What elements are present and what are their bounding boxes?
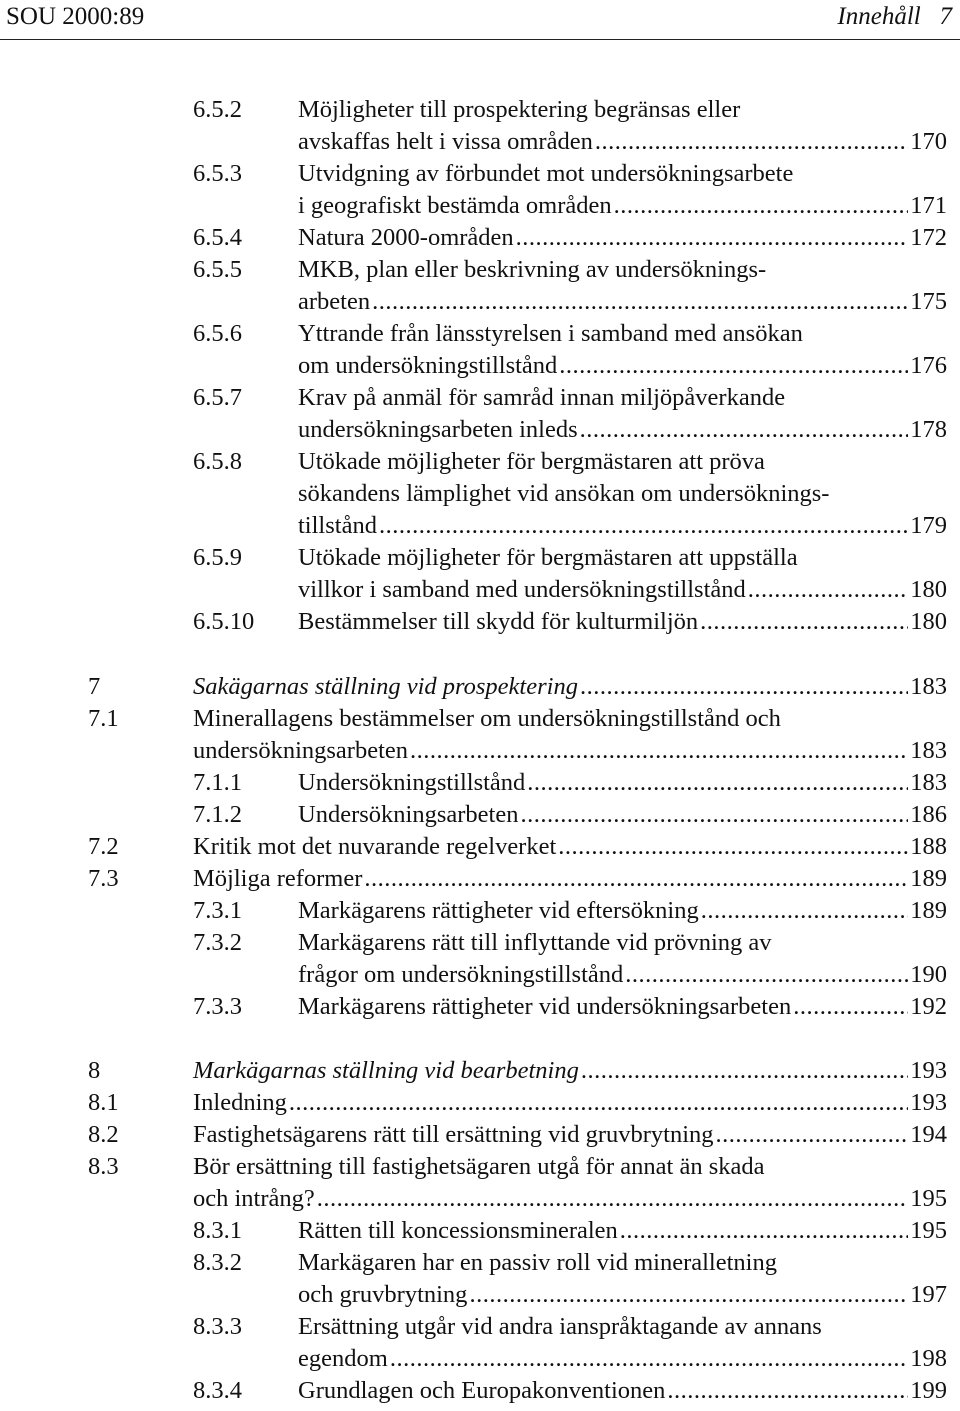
page-number: 195: [910, 1185, 947, 1212]
toc-line: [0, 1119, 947, 1151]
page-number: 188: [910, 833, 947, 860]
entry-title: Utökade möjligheter för bergmästaren att uppställa: [298, 544, 798, 571]
page-number: 193: [910, 1057, 947, 1084]
dot-leader: [620, 1215, 908, 1247]
entry-title: tillstånd: [298, 512, 377, 539]
page-number: 190: [910, 961, 947, 988]
dot-leader: [614, 190, 909, 222]
entry-title: Natura 2000-områden: [298, 224, 514, 251]
toc-line: [0, 1151, 947, 1183]
dot-leader: [558, 831, 908, 863]
section-number: 8: [88, 1057, 101, 1084]
entry-title: Inledning: [193, 1089, 287, 1116]
page-number: 197: [910, 1281, 947, 1308]
entry-title: Bestämmelser till skydd för kulturmiljön: [298, 608, 699, 635]
dot-leader: [527, 767, 908, 799]
toc-line: [0, 831, 947, 863]
entry-title: avskaffas helt i vissa områden: [298, 128, 593, 155]
dot-leader: [701, 895, 909, 927]
section-number: 6.5.10: [193, 608, 255, 635]
entry-title: MKB, plan eller beskrivning av undersöknings-: [298, 256, 767, 283]
toc-line: [0, 1215, 947, 1247]
dot-leader: [748, 574, 908, 606]
entry-title: Kritik mot det nuvarande regelverket: [193, 833, 557, 860]
entry-title: sökandens lämplighet vid ansökan om undersöknings-: [298, 480, 830, 507]
toc-line: [0, 318, 947, 350]
entry-title: Sakägarnas ställning vid prospektering: [193, 673, 578, 700]
dot-leader: [716, 1119, 909, 1151]
toc-line: [0, 510, 947, 542]
toc-line: [0, 735, 947, 767]
section-number: 7.3.3: [193, 993, 242, 1020]
entry-title: egendom: [298, 1345, 388, 1372]
page-number: 180: [910, 576, 947, 603]
dot-leader: [469, 1279, 908, 1311]
toc-line: [0, 190, 947, 222]
document-id: SOU 2000:89: [6, 3, 145, 30]
page-number: 171: [910, 192, 947, 219]
dot-leader: [379, 510, 908, 542]
toc-line: [0, 414, 947, 446]
toc-line: [0, 927, 947, 959]
entry-title: och gruvbrytning: [298, 1281, 468, 1308]
dot-leader: [410, 735, 908, 767]
dot-leader: [520, 799, 908, 831]
toc-line: [0, 1343, 947, 1375]
section-number: 7.1: [88, 705, 119, 732]
dot-leader: [793, 991, 908, 1023]
page-number: 178: [910, 416, 947, 443]
page-number: 172: [910, 224, 947, 251]
toc-line: [0, 767, 947, 799]
section-number: 7.2: [88, 833, 119, 860]
section-number: 6.5.9: [193, 544, 242, 571]
running-header: [0, 0, 960, 40]
entry-title: Utvidgning av förbundet mot undersökningsarbete: [298, 160, 794, 187]
page-number: 195: [910, 1217, 947, 1244]
entry-title: arbeten: [298, 288, 371, 315]
section-page-label: Innehåll 7: [837, 3, 952, 30]
section-number: 6.5.5: [193, 256, 242, 283]
toc-line: [0, 703, 947, 735]
entry-title: Bör ersättning till fastighetsägaren utgå för annat än skada: [193, 1153, 765, 1180]
section-number: 8.3.2: [193, 1249, 242, 1276]
toc-line: [0, 606, 947, 638]
dot-leader: [559, 350, 908, 382]
toc-line: [0, 1311, 947, 1343]
page-number: 180: [910, 608, 947, 635]
entry-title: Markägarnas ställning vid bearbetning: [193, 1057, 579, 1084]
page-number: 194: [910, 1121, 947, 1148]
toc-line: [0, 1087, 947, 1119]
page-number: 175: [910, 288, 947, 315]
entry-title: Grundlagen och Europakonventionen: [298, 1377, 666, 1404]
entry-title: Markägaren har en passiv roll vid mineralletning: [298, 1249, 777, 1276]
entry-title: Möjligheter till prospektering begränsas eller: [298, 96, 741, 123]
dot-leader: [516, 222, 909, 254]
section-number: 6.5.7: [193, 384, 242, 411]
toc-line: [0, 1279, 947, 1311]
toc-line: [0, 94, 947, 126]
entry-title: Minerallagens bestämmelser om undersökningstillstånd och: [193, 705, 781, 732]
dot-leader: [580, 671, 908, 703]
dot-leader: [289, 1087, 908, 1119]
page-number: 192: [910, 993, 947, 1020]
toc-line: [0, 671, 947, 703]
toc-line: [0, 1375, 947, 1407]
dot-leader: [372, 286, 908, 318]
toc-line: [0, 1247, 947, 1279]
section-number: 8.3.3: [193, 1313, 242, 1340]
section-number: 7.1.1: [193, 769, 242, 796]
toc-line: [0, 446, 947, 478]
header-rule: [0, 39, 960, 40]
section-number: 8.3: [88, 1153, 119, 1180]
toc-line: [0, 126, 947, 158]
dot-leader: [700, 606, 908, 638]
page-number: 189: [910, 897, 947, 924]
section-number: 6.5.3: [193, 160, 242, 187]
toc-line: [0, 254, 947, 286]
section-number: 7.3: [88, 865, 119, 892]
page-number: 198: [910, 1345, 947, 1372]
entry-title: frågor om undersökningstillstånd: [298, 961, 624, 988]
toc-line: [0, 222, 947, 254]
entry-title: undersökningsarbeten: [193, 737, 408, 764]
entry-title: Möjliga reformer: [193, 865, 363, 892]
page-number: 170: [910, 128, 947, 155]
toc-line: [0, 895, 947, 927]
page-number: 193: [910, 1089, 947, 1116]
entry-title: Markägarens rätt till inflyttande vid prövning av: [298, 929, 772, 956]
section-number: 8.3.4: [193, 1377, 242, 1404]
toc-line: [0, 991, 947, 1023]
toc-line: [0, 158, 947, 190]
toc-line: [0, 574, 947, 606]
section-number: 7.3.1: [193, 897, 242, 924]
toc-line: [0, 959, 947, 991]
page-number: 179: [910, 512, 947, 539]
entry-title: villkor i samband med undersökningstillstånd: [298, 576, 746, 603]
page-number: 183: [910, 737, 947, 764]
toc-line: [0, 382, 947, 414]
section-number: 8.1: [88, 1089, 119, 1116]
section-number: 7.3.2: [193, 929, 242, 956]
toc-line: [0, 350, 947, 382]
page-number: 189: [910, 865, 947, 892]
dot-leader: [595, 126, 908, 158]
section-number: 6.5.6: [193, 320, 242, 347]
section-number: 6.5.2: [193, 96, 242, 123]
section-number: 6.5.4: [193, 224, 242, 251]
toc-line: [0, 863, 947, 895]
toc-line: [0, 286, 947, 318]
dot-leader: [580, 414, 909, 446]
entry-title: Ersättning utgår vid andra ianspråktagande av annans: [298, 1313, 822, 1340]
entry-title: Undersökningsarbeten: [298, 801, 519, 828]
entry-title: undersökningsarbeten inleds: [298, 416, 578, 443]
entry-title: Krav på anmäl för samråd innan miljöpåverkande: [298, 384, 786, 411]
dot-leader: [364, 863, 908, 895]
section-number: 8.3.1: [193, 1217, 242, 1244]
page-number: 183: [910, 769, 947, 796]
page-number: 176: [910, 352, 947, 379]
section-number: 7: [88, 673, 101, 700]
toc-line: [0, 799, 947, 831]
toc-line: [0, 1055, 947, 1087]
toc-line: [0, 542, 947, 574]
dot-leader: [317, 1183, 908, 1215]
entry-title: Fastighetsägarens rätt till ersättning vid gruvbrytning: [193, 1121, 714, 1148]
entry-title: och intrång?: [193, 1185, 315, 1212]
entry-title: Undersökningstillstånd: [298, 769, 526, 796]
page-number: 199: [910, 1377, 947, 1404]
entry-title: Utökade möjligheter för bergmästaren att pröva: [298, 448, 765, 475]
entry-title: i geografiskt bestämda områden: [298, 192, 612, 219]
dot-leader: [581, 1055, 908, 1087]
entry-title: Markägarens rättigheter vid undersökningsarbeten: [298, 993, 792, 1020]
entry-title: Rätten till koncessionsmineralen: [298, 1217, 618, 1244]
dot-leader: [667, 1375, 908, 1407]
entry-title: Markägarens rättigheter vid eftersökning: [298, 897, 699, 924]
toc-line: [0, 478, 947, 510]
toc-line: [0, 1183, 947, 1215]
dot-leader: [390, 1343, 908, 1375]
page-number: 183: [910, 673, 947, 700]
entry-title: om undersökningstillstånd: [298, 352, 558, 379]
section-number: 7.1.2: [193, 801, 242, 828]
section-number: 8.2: [88, 1121, 119, 1148]
page-number: 186: [910, 801, 947, 828]
entry-title: Yttrande från länsstyrelsen i samband med ansökan: [298, 320, 803, 347]
dot-leader: [625, 959, 908, 991]
section-number: 6.5.8: [193, 448, 242, 475]
